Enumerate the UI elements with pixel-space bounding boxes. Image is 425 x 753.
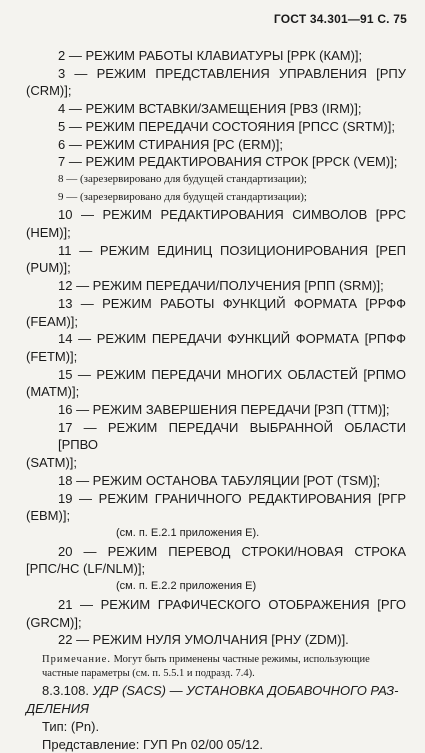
mode-line: (PUM)]; [26,260,71,276]
mode-line: (SATM)]; [26,455,78,471]
mode-line: [РПС/НС (LF/NLM)]; [26,561,146,577]
mode-line: (см. п. Е.2.1 приложения Е). [116,526,260,539]
mode-line: 15 — РЕЖИМ ПЕРЕДАЧИ МНОГИХ ОБЛАСТЕЙ [РПМО [58,366,406,382]
mode-line: 12 — РЕЖИМ ПЕРЕДАЧИ/ПОЛУЧЕНИЯ [РПП (SRM)]; [58,278,384,294]
mode-line: (FETM)]; [26,348,78,364]
mode-line: 8 — (зарезервировано для будущей стандартизации); [58,172,307,185]
page-header: ГОСТ 34.301—91 С. 75 [273,12,407,26]
section-title-line-2: ДЕЛЕНИЯ [26,700,89,716]
note-line-2: частные параметры (см. п. 5.5.1 и подразд. 7.4). [42,667,255,679]
mode-line: 4 — РЕЖИМ ВСТАВКИ/ЗАМЕЩЕНИЯ [РВЗ (IRM)]; [58,101,362,117]
mode-line: 11 — РЕЖИМ ЕДИНИЦ ПОЗИЦИОНИРОВАНИЯ [РЕП [58,242,406,258]
mode-line: (GRCM)]; [26,614,82,630]
section-type: Тип: (Pn). [42,718,100,734]
mode-line: 19 — РЕЖИМ ГРАНИЧНОГО РЕДАКТИРОВАНИЯ [РГР [58,490,406,506]
mode-line: 16 — РЕЖИМ ЗАВЕРШЕНИЯ ПЕРЕДАЧИ [РЗП (TTM)]; [58,402,390,418]
mode-line: 14 — РЕЖИМ ПЕРЕДАЧИ ФУНКЦИЙ ФОРМАТА [РПФФ [58,331,406,347]
mode-line: 13 — РЕЖИМ РАБОТЫ ФУНКЦИЙ ФОРМАТА [РРФФ [58,295,406,311]
mode-line: (см. п. Е.2.2 приложения Е) [116,580,257,593]
section-number: 8.3.108. [42,682,89,698]
mode-line: (CRM)]; [26,83,72,99]
mode-line: 22 — РЕЖИМ НУЛЯ УМОЛЧАНИЯ [РНУ (ZDM)]. [58,632,349,648]
mode-line: (MATM)]; [26,384,80,400]
note-block [26,653,406,681]
mode-line: (EBM)]; [26,508,71,524]
mode-line: 3 — РЕЖИМ ПРЕДСТАВЛЕНИЯ УПРАВЛЕНИЯ [РПУ [58,65,406,81]
mode-line: (HEM)]; [26,225,71,241]
mode-list [26,47,406,649]
mode-line: 20 — РЕЖИМ ПЕРЕВОД СТРОКИ/НОВАЯ СТРОКА [58,543,406,559]
mode-line: 10 — РЕЖИМ РЕДАКТИРОВАНИЯ СИМВОЛОВ [РРС [58,207,406,223]
mode-line: 9 — (зарезервировано для будущей стандартизации); [58,190,307,203]
mode-line: (FEAM)]; [26,313,78,329]
section-heading [26,683,406,699]
mode-line: 18 — РЕЖИМ ОСТАНОВА ТАБУЛЯЦИИ [РОТ (TSM)]; [58,472,381,488]
mode-line: 21 — РЕЖИМ ГРАФИЧЕСКОГО ОТОБРАЖЕНИЯ [РГО [58,596,406,612]
note-label: Примечание. [42,653,111,665]
document-body [26,47,406,753]
mode-line: 5 — РЕЖИМ ПЕРЕДАЧИ СОСТОЯНИЯ [РПСС (SRTM)]; [58,118,395,134]
section-title-line-1: УДР (SACS) — УСТАНОВКА ДОБАВОЧНОГО РАЗ- [92,682,399,698]
mode-line: 17 — РЕЖИМ ПЕРЕДАЧИ ВЫБРАННОЙ ОБЛАСТИ [РПВО [58,419,406,453]
section-title-continuation [26,701,406,717]
section-representation: Представление: ГУП Pn 02/00 05/12. [42,736,264,752]
note-line-1: Могут быть применены частные режимы, использующие [113,653,370,665]
mode-line: 7 — РЕЖИМ РЕДАКТИРОВАНИЯ СТРОК [РРСК (VEM)]; [58,154,398,170]
mode-line: 2 — РЕЖИМ РАБОТЫ КЛАВИАТУРЫ [РРК (КАМ)]; [58,48,363,63]
mode-line: 6 — РЕЖИМ СТИРАНИЯ [РС (ERM)]; [58,136,283,152]
